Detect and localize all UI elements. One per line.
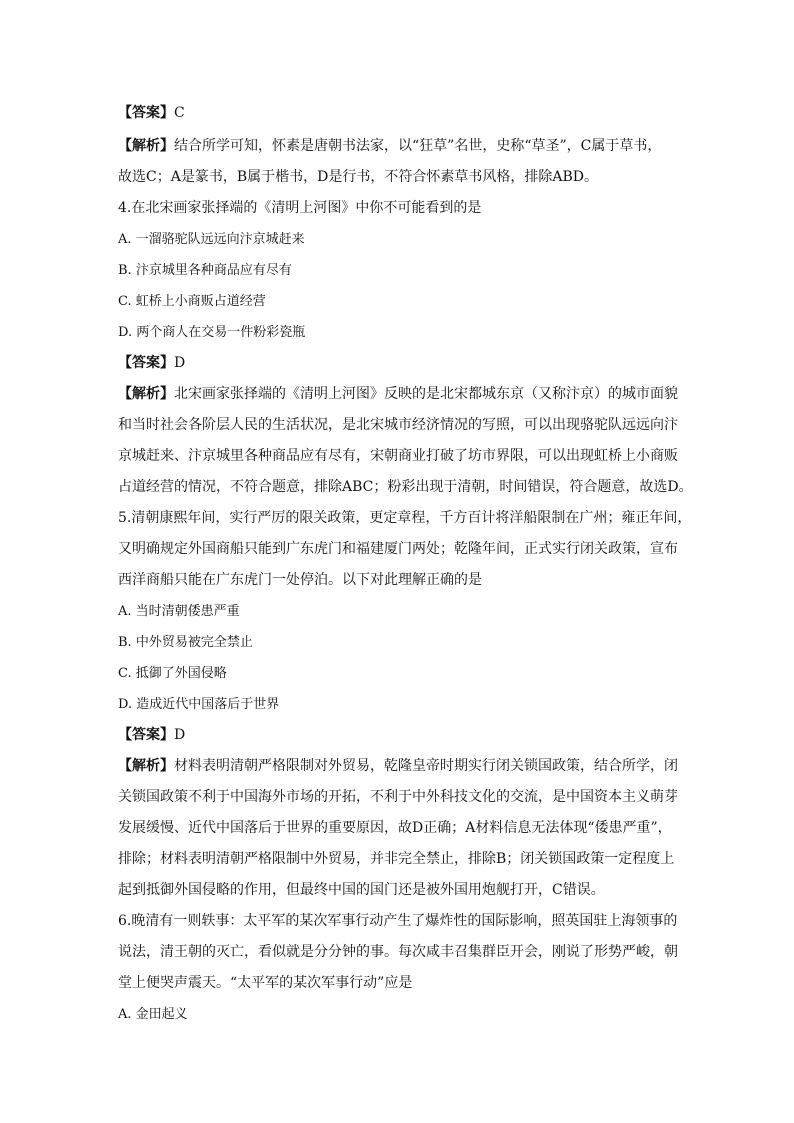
q4-answer: [118, 348, 678, 379]
q4-analysis-line-4: 占道经营的情况，不符合题意，排除ABC；粉彩出现于清朝，时间错误，符合题意，故选D。: [118, 479, 693, 495]
q3-analysis-line-1: [118, 131, 678, 162]
q5-analysis-line-1: [118, 751, 678, 782]
q5-option-c: C. 抵御了外国侵略: [118, 666, 227, 681]
document-page: [118, 98, 693, 1030]
q5-stem-line-3: 西洋商船只能在广东虎门一处停泊。以下对此理解正确的是: [118, 572, 482, 588]
q5-answer: [118, 720, 678, 751]
q4-analysis-line-2: 和当时社会各阶层人民的生活状况，是北宋城市经济情况的写照，可以出现骆驼队远远向汴: [118, 417, 678, 433]
answer-tag: 【答案】: [118, 105, 174, 121]
answer-value: C: [174, 105, 185, 121]
q6-stem-line-3: 堂上便哭声震天。“太平军的某次军事行动”应是: [118, 975, 413, 991]
answer-tag: 【答案】: [118, 355, 174, 371]
q4-option-b: B. 汴京城里各种商品应有尽有: [118, 263, 292, 278]
q4-stem: 4.在北宋画家张择端的《清明上河图》中你不可能看到的是: [118, 200, 482, 216]
answer-tag: 【答案】: [118, 727, 174, 743]
answer-value: D: [174, 355, 186, 371]
q5-analysis-line-3: 发展缓慢、近代中国落后于世界的重要原因，故D正确；A材料信息无法体现“倭患严重”，: [118, 820, 672, 836]
q6-stem-line-1: 6.晚清有一则轶事：太平军的某次军事行动产生了爆炸性的国际影响，照英国驻上海领事的: [118, 913, 678, 929]
analysis-tag: 【解析】: [118, 138, 174, 154]
analysis-text: 北宋画家张择端的《清明上河图》反映的是北宋都城东京（又称汴京）的城市面貌: [174, 386, 678, 402]
q6-stem-line-2: 说法，清王朝的灭亡，看似就是分分钟的事。每次咸丰召集群臣开会，刚说了形势严峻，朝: [118, 944, 678, 960]
q5-option-d: D. 造成近代中国落后于世界: [118, 697, 280, 712]
analysis-tag: 【解析】: [118, 758, 174, 774]
q6-option-a: A. 金田起义: [118, 1007, 188, 1022]
q4-option-d: D. 两个商人在交易一件粉彩瓷瓶: [118, 325, 306, 340]
q5-analysis-line-4: 排除；材料表明清朝严格限制中外贸易，并非完全禁止，排除B；闭关锁国政策一定程度上: [118, 851, 675, 867]
analysis-tag: 【解析】: [118, 386, 174, 402]
answer-value: D: [174, 727, 186, 743]
q3-analysis-line-2: 故选C；A是篆书，B属于楷书，D是行书，不符合怀素草书风格，排除ABD。: [118, 169, 598, 185]
q5-analysis-line-2: 关锁国政策不利于中国海外市场的开拓，不利于中外科技文化的交流，是中国资本主义萌芽: [118, 789, 678, 805]
analysis-text: 结合所学可知，怀素是唐朝书法家，以“狂草”名世，史称“草圣”，C属于草书，: [174, 138, 662, 154]
q5-option-b: B. 中外贸易被完全禁止: [118, 635, 253, 650]
analysis-text: 材料表明清朝严格限制对外贸易，乾隆皇帝时期实行闭关锁国政策，结合所学，闭: [174, 758, 678, 774]
q4-option-a: A. 一溜骆驼队远远向汴京城赶来: [118, 232, 305, 247]
q4-option-c: C. 虹桥上小商贩占道经营: [118, 294, 266, 309]
q5-stem-line-1: 5.清朝康熙年间，实行严厉的限关政策，更定章程，千方百计将洋船限制在广州；雍正年间，: [118, 510, 692, 526]
q4-analysis-line-3: 京城赶来、汴京城里各种商品应有尽有，宋朝商业打破了坊市界限，可以出现虹桥上小商贩: [118, 448, 678, 464]
q4-analysis-line-1: [118, 379, 678, 410]
q3-answer: [118, 98, 678, 129]
q5-option-a: A. 当时清朝倭患严重: [118, 604, 240, 619]
q5-analysis-line-5: 起到抵御外国侵略的作用，但最终中国的国门还是被外国用炮舰打开，C错误。: [118, 882, 605, 898]
q5-stem-line-2: 又明确规定外国商船只能到广东虎门和福建厦门两处；乾隆年间，正式实行闭关政策，宣布: [118, 541, 678, 557]
